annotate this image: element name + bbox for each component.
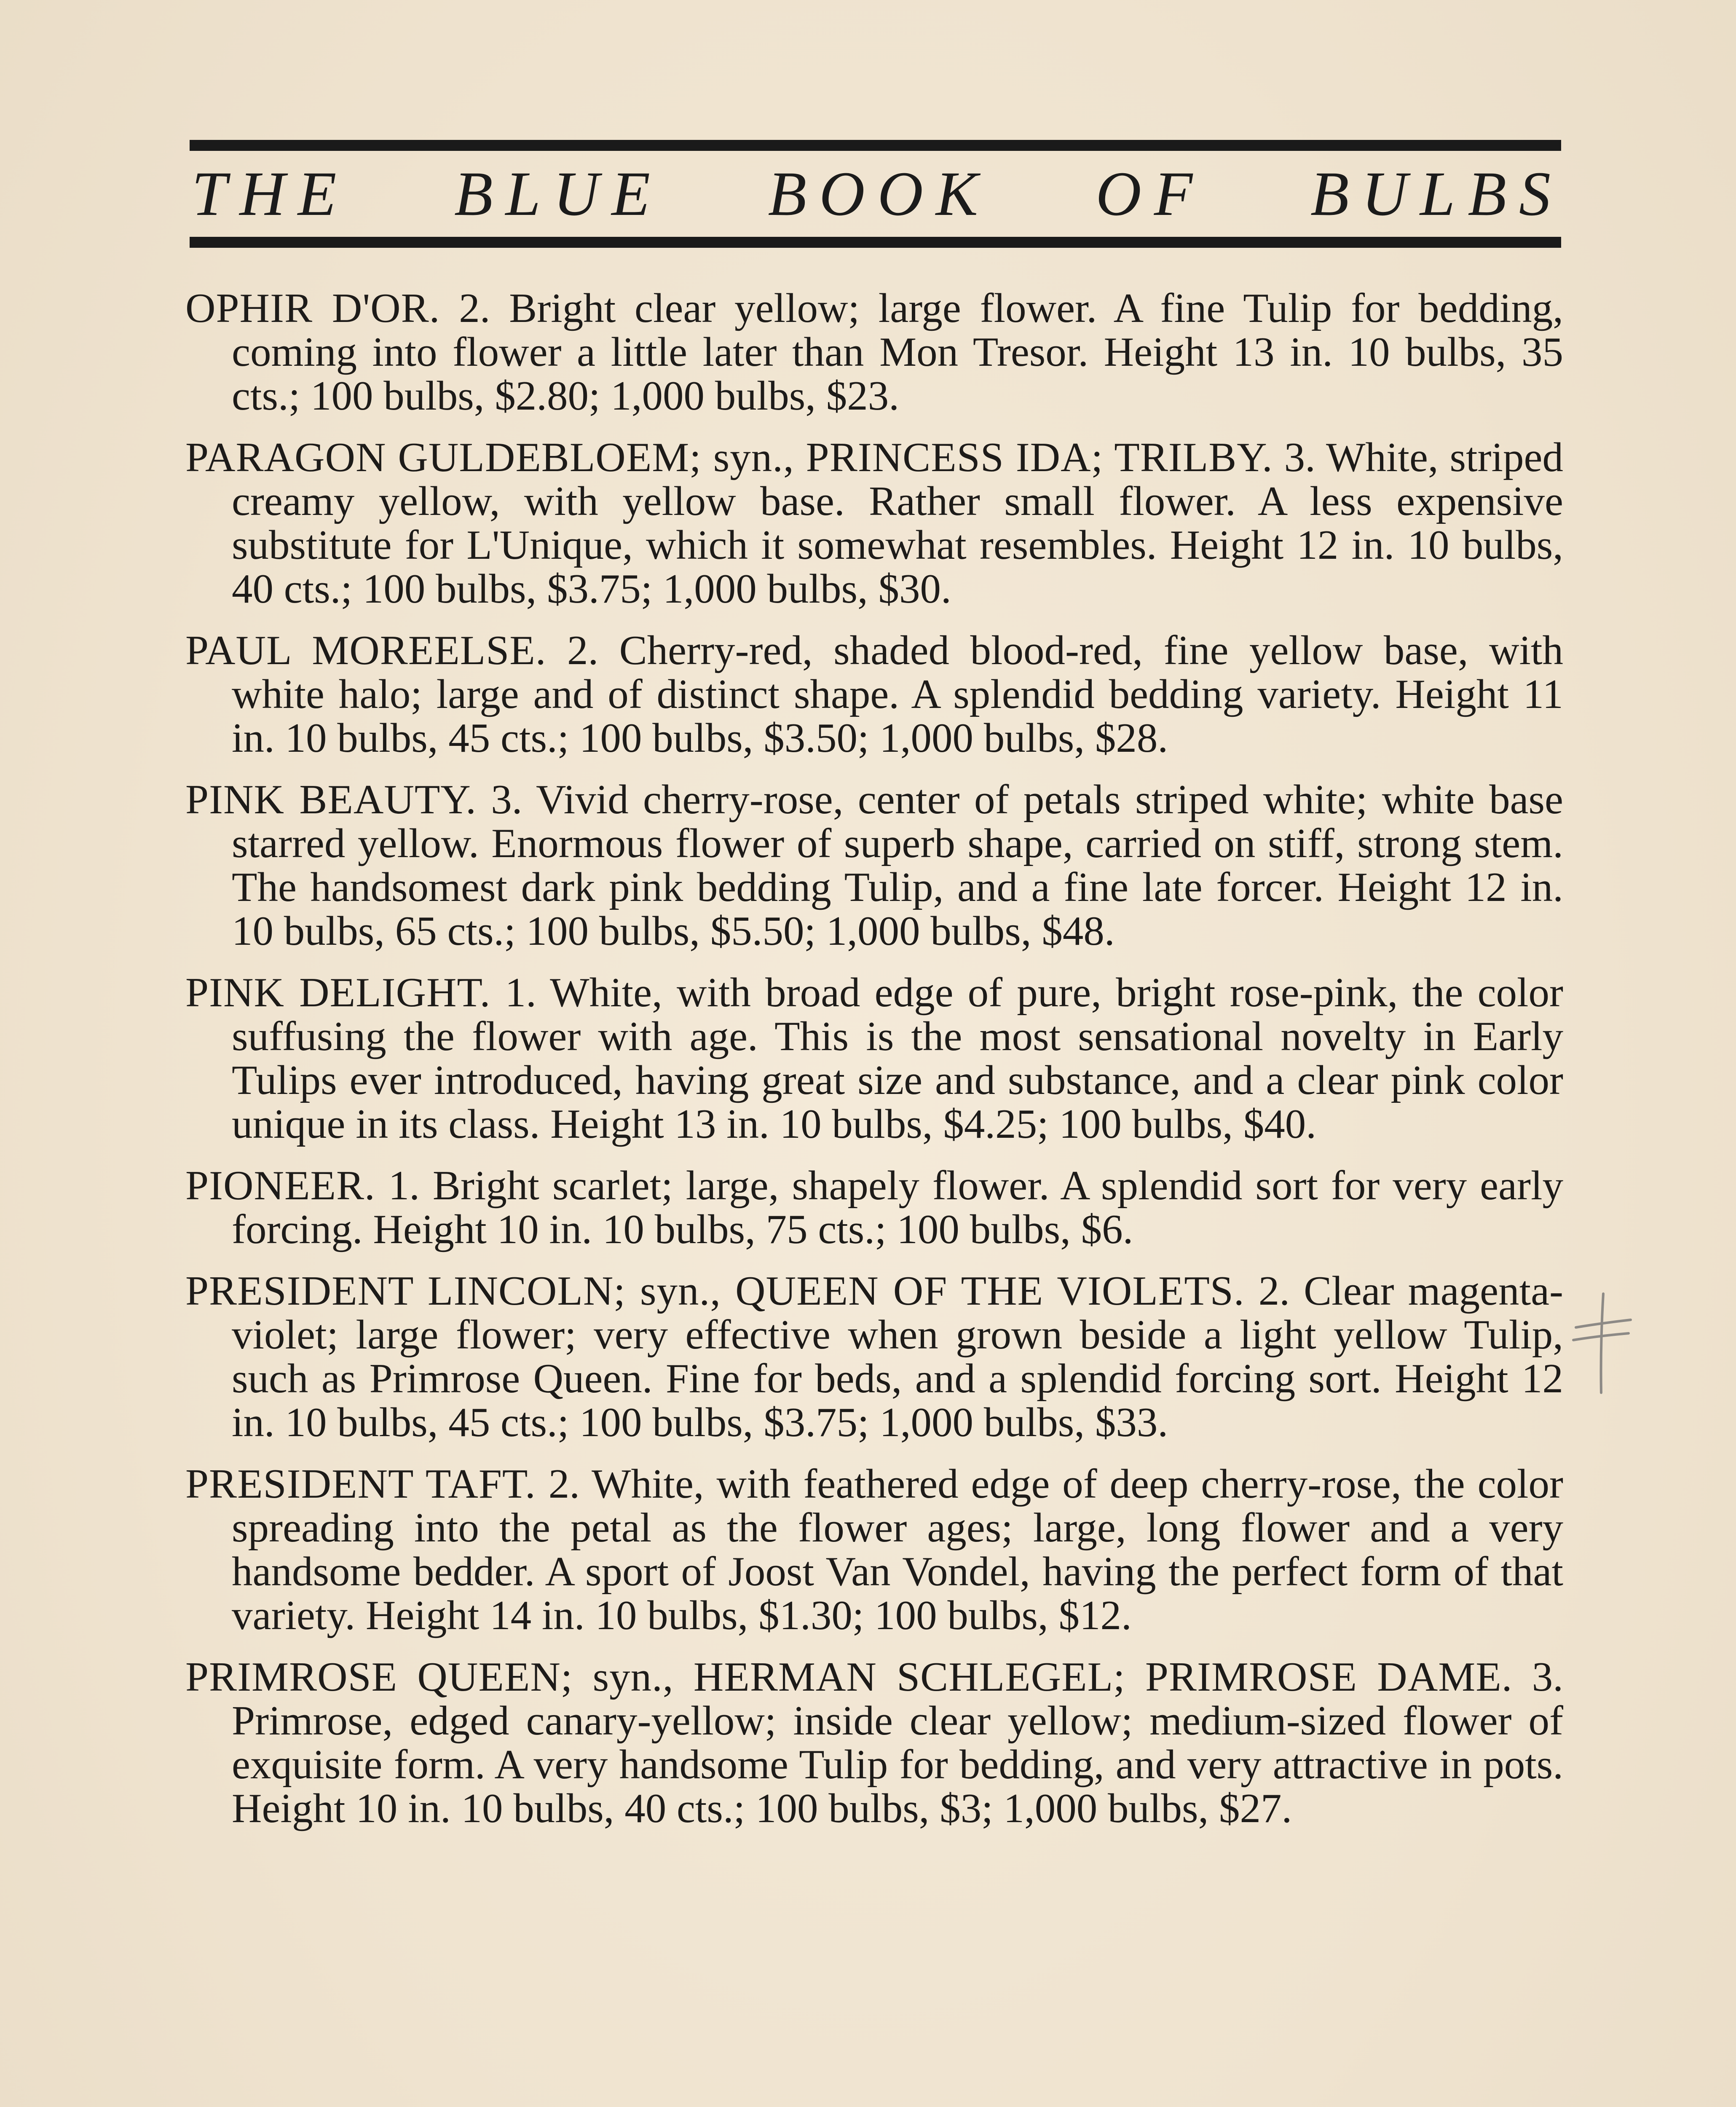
running-head-word: BOOK	[768, 159, 991, 229]
entry-name: PINK DELIGHT.	[185, 970, 491, 1016]
running-head-word: BLUE	[454, 159, 663, 229]
entry-description: 1. Bright scarlet; large, shapely flower. A splendid sort for very early forcing. Height 10 in. 10 bulbs, 75 cts.; 100 bulbs, $6.	[232, 1163, 1563, 1252]
entry-ophir-dor	[185, 287, 1563, 418]
entry-name: PRESIDENT TAFT.	[185, 1461, 536, 1507]
entry-name: PAUL MOREELSE.	[185, 627, 547, 673]
entry-description: 3. White, striped creamy yellow, with yellow base. Rather small flower. A less expensive substitute for L'Unique, which it somewhat resembles. Height 12 in. 10 bulbs, 40 cts.; 100 bulbs, $3.75; 1,000 bulbs, $30.	[232, 434, 1563, 612]
header-bottom-rule	[190, 237, 1561, 248]
entry-name: PARAGON GULDEBLOEM; syn., PRINCESS IDA; TRILBY.	[185, 434, 1273, 480]
entry-description: 3. Vivid cherry-rose, center of petals striped white; white base starred yellow. Enormous flower of superb shape, carried on stiff, strong stem. The handsomest dark pink bedding Tulip, and a fine late forcer. Height 12 in. 10 bulbs, 65 cts.; 100 bulbs, $5.50; 1,000 bulbs, $48.	[232, 777, 1563, 954]
entry-name: PIONEER.	[185, 1163, 375, 1209]
entry-pink-delight	[185, 971, 1563, 1146]
entry-president-taft	[185, 1462, 1563, 1638]
entry-description: 1. White, with broad edge of pure, bright rose-pink, the color suffusing the flower with age. This is the most sensational novelty in Early Tulips ever introduced, having great size and substance, and a clear pink color unique in its class. Height 13 in. 10 bulbs, $4.25; 100 bulbs, $40.	[232, 970, 1563, 1147]
entry-president-lincoln	[185, 1269, 1563, 1445]
entry-name: OPHIR D'OR.	[185, 285, 440, 331]
entry-name: PRESIDENT LINCOLN; syn., QUEEN OF THE VIOLETS.	[185, 1268, 1245, 1314]
entry-description: 2. Clear magenta-violet; large flower; very effective when grown beside a light yellow Tulip, such as Primrose Queen. Fine for beds, and a splendid forcing sort. Height 12 in. 10 bulbs, 45 cts.; 100 bulbs, $3.75; 1,000 bulbs, $33.	[232, 1268, 1563, 1445]
entry-description: 2. Cherry-red, shaded blood-red, fine yellow base, with white halo; large and of distinct shape. A splendid bedding variety. Height 11 in. 10 bulbs, 45 cts.; 100 bulbs, $3.50; 1,000 bulbs, $28.	[232, 627, 1564, 761]
entry-description: 2. Bright clear yellow; large flower. A fine Tulip for bedding, coming into flower a little later than Mon Tresor. Height 13 in. 10 bulbs, 35 cts.; 100 bulbs, $2.80; 1,000 bulbs, $23.	[232, 285, 1563, 419]
pencil-plus-mark	[1567, 1281, 1635, 1399]
entry-name: PINK BEAUTY.	[185, 777, 477, 823]
entry-name: PRIMROSE QUEEN; syn., HERMAN SCHLEGEL; PRIMROSE DAME.	[185, 1654, 1513, 1700]
running-head-word: BULBS	[1310, 159, 1563, 229]
entry-primrose-queen	[185, 1655, 1563, 1831]
entry-pioneer	[185, 1164, 1563, 1252]
entry-paragon-guldebloem	[185, 436, 1563, 611]
running-head-word: OF	[1096, 159, 1206, 229]
running-head	[192, 152, 1563, 236]
entry-description: 3. Primrose, edged canary-yellow; inside clear yellow; medium-sized flower of exquisite form. A very handsome Tulip for bedding, and very attractive in pots. Height 10 in. 10 bulbs, 40 cts.; 100 bulbs, $3; 1,000 bulbs, $27.	[232, 1654, 1563, 1831]
catalog-entries	[185, 287, 1563, 1848]
entry-paul-moreelse	[185, 629, 1563, 760]
entry-pink-beauty	[185, 778, 1563, 953]
running-head-word: THE	[192, 159, 349, 229]
header-top-rule	[190, 140, 1561, 151]
entry-description: 2. White, with feathered edge of deep cherry-rose, the color spreading into the petal as the flower ages; large, long flower and a very handsome bedder. A sport of Joost Van Vondel, having the perfect form of that variety. Height 14 in. 10 bulbs, $1.30; 100 bulbs, $12.	[232, 1461, 1563, 1638]
